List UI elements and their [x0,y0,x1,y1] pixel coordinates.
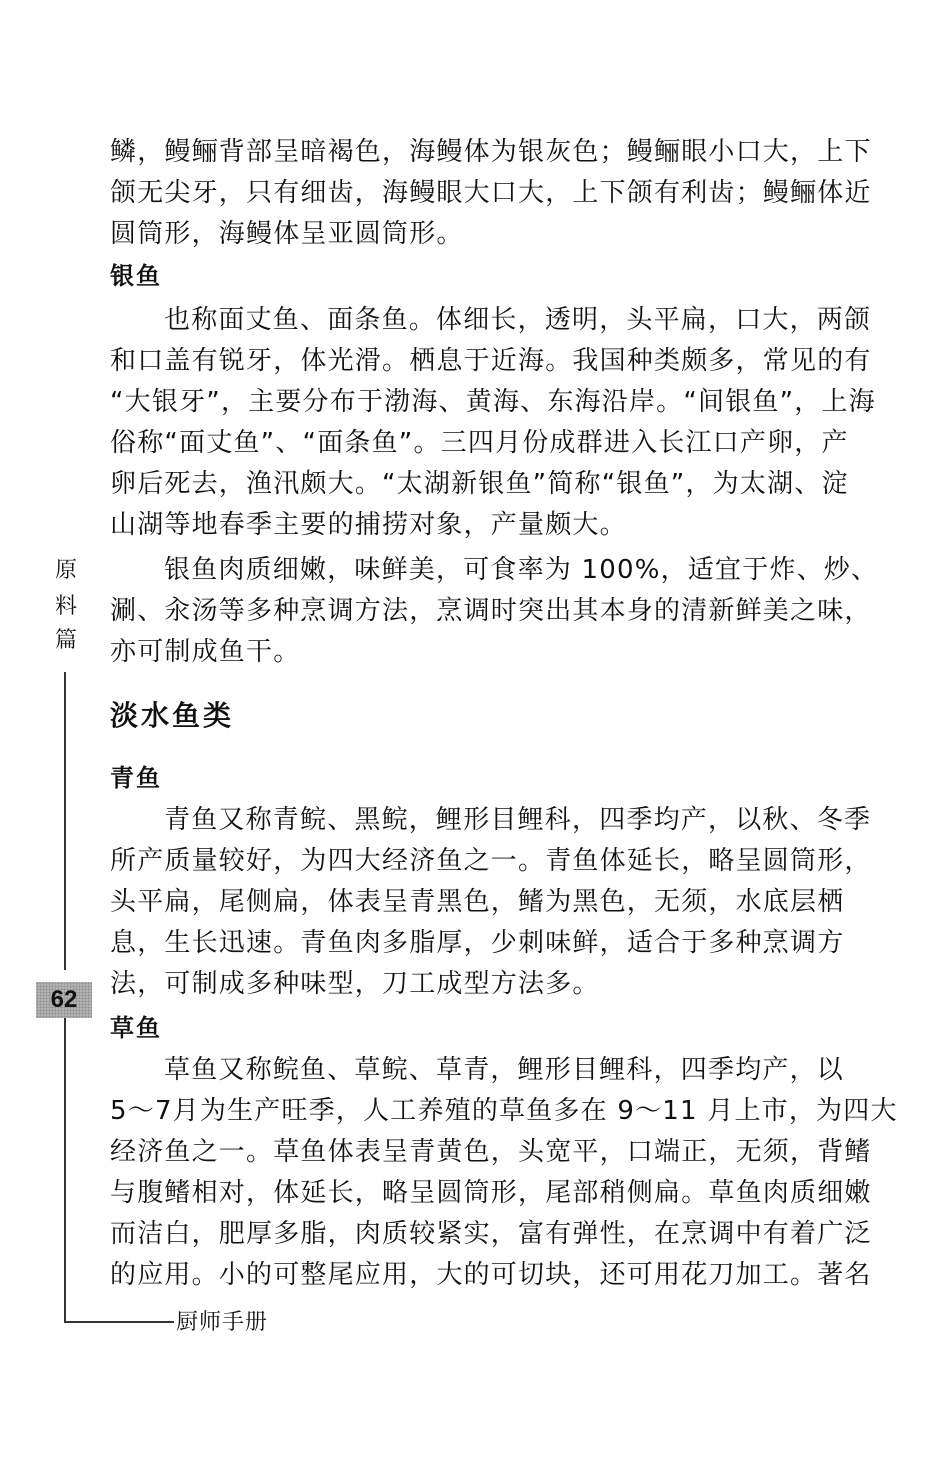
intro-line: 鳞，鳗鲡背部呈暗褐色，海鳗体为银灰色；鳗鲡眼小口大，上下 [110,137,872,167]
side-label-char: 料 [54,594,77,619]
side-label-char: 篇 [54,628,77,653]
margin-rule-upper [64,672,66,970]
yinyu-para1-line: 山湖等地春季主要的捕捞对象，产量颇大。 [110,510,627,540]
page-number: 62 [36,982,92,1018]
caoyu-para-line: 5～7月为生产旺季，人工养殖的草鱼多在 9～11 月上市，为四大 [110,1096,898,1126]
yinyu-para1-line: 也称面丈鱼、面条鱼。体细长，透明，头平扁，口大，两颌 [164,305,872,335]
caoyu-para-line: 草鱼又称鲩鱼、草鲩、草青，鲤形目鲤科，四季均产，以 [164,1055,845,1085]
running-footer: 厨师手册 [176,1310,269,1335]
caoyu-para-line: 与腹鳍相对，体延长，略呈圆筒形，尾部稍侧扁。草鱼肉质细嫩 [110,1178,872,1208]
yinyu-para1-line: “大银牙”，主要分布于渤海、黄海、东海沿岸。“间银鱼”，上海 [110,387,876,417]
intro-line: 颌无尖牙，只有细齿，海鳗眼大口大，上下颌有利齿；鳗鲡体近 [110,178,872,208]
yinyu-para1-line: 和口盖有锐牙，体光滑。栖息于近海。我国种类颇多，常见的有 [110,346,872,376]
qingyu-para-line: 青鱼又称青鲩、黑鲩，鲤形目鲤科，四季均产，以秋、冬季 [164,805,872,835]
side-label-char: 原 [54,558,77,583]
yinyu-para2-line: 涮、汆汤等多种烹调方法，烹调时突出其本身的清新鲜美之味， [110,596,872,626]
qingyu-para-line: 头平扁，尾侧扁，体表呈青黑色，鳍为黑色，无须，水底层栖 [110,887,845,917]
qingyu-heading: 青鱼 [110,764,162,792]
yinyu-para1-line: 俗称“面丈鱼”、“面条鱼”。三四月份成群进入长江口产卵，产 [110,428,849,458]
qingyu-para-line: 息，生长迅速。青鱼肉多脂厚，少刺味鲜，适合于多种烹调方 [110,928,845,958]
intro-line: 圆筒形，海鳗体呈亚圆筒形。 [110,219,464,249]
yinyu-heading: 银鱼 [110,262,162,290]
qingyu-para-line: 所产质量较好，为四大经济鱼之一。青鱼体延长，略呈圆筒形， [110,846,872,876]
qingyu-para-line: 法，可制成多种味型，刀工成型方法多。 [110,969,600,999]
caoyu-para-line: 经济鱼之一。草鱼体表呈青黄色，头宽平，口端正，无须，背鳍 [110,1137,872,1167]
yinyu-para2-line: 亦可制成鱼干。 [110,637,301,667]
section-title: 淡水鱼类 [110,699,235,732]
margin-rule-lower [64,1014,66,1322]
caoyu-para-line: 而洁白，肥厚多脂，肉质较紧实，富有弹性，在烹调中有着广泛 [110,1219,872,1249]
footer-rule [64,1321,174,1323]
caoyu-heading: 草鱼 [110,1014,162,1042]
caoyu-para-line: 的应用。小的可整尾应用，大的可切块，还可用花刀加工。著名 [110,1260,872,1290]
yinyu-para1-line: 卵后死去，渔汛颇大。“太湖新银鱼”简称“银鱼”，为太湖、淀 [110,469,849,499]
yinyu-para2-line: 银鱼肉质细嫩，味鲜美，可食率为 100%，适宜于炸、炒、 [164,555,879,585]
